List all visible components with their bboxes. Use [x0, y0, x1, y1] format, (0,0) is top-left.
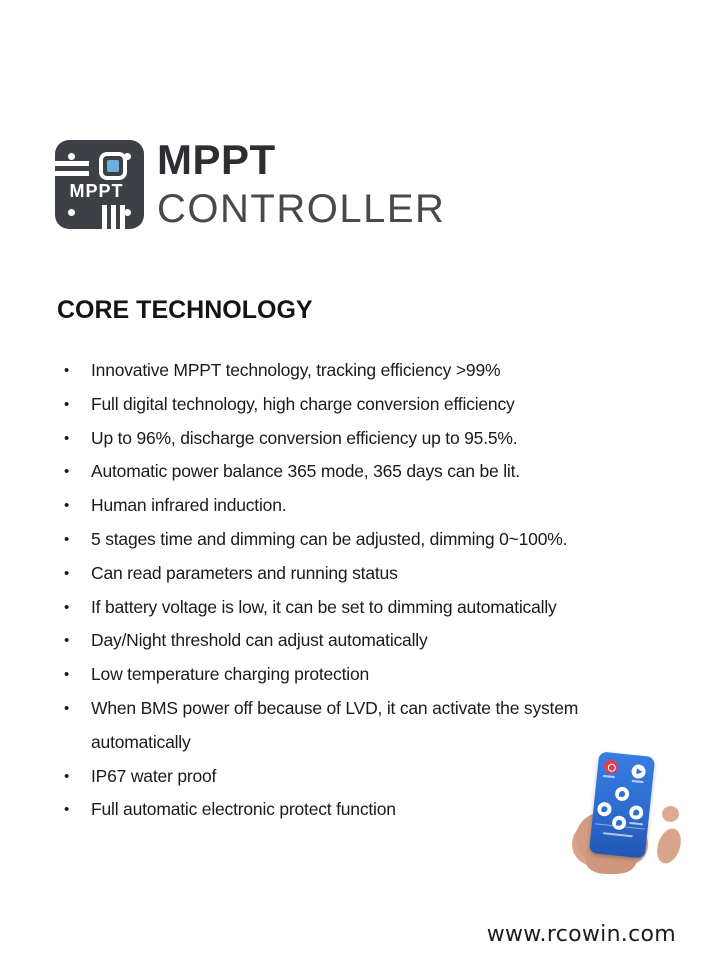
feature-item-text: Human infrared induction. [91, 495, 287, 516]
set-button-icon [611, 815, 626, 830]
bullet-icon: • [64, 497, 70, 515]
button-label-mark [603, 775, 615, 778]
chip-pin-icon [111, 205, 116, 229]
cpu-core-icon [99, 152, 127, 180]
feature-item [64, 557, 639, 591]
power-button-icon [603, 759, 618, 774]
feature-item [64, 658, 639, 692]
chip-trace-icon [55, 171, 89, 176]
feature-item-text: Full automatic electronic protect function [91, 799, 396, 820]
bullet-icon: • [64, 666, 70, 684]
feature-item-text: Innovative MPPT technology, tracking efficiency >99% [91, 360, 501, 380]
bullet-icon: • [64, 598, 70, 616]
cpu-core-accent-icon [107, 160, 119, 172]
feature-item-text: 5 stages time and dimming can be adjusted, dimming 0~100%. [91, 528, 568, 549]
bullet-icon: • [64, 801, 70, 819]
feature-item [64, 388, 639, 422]
feature-item-text: Up to 96%, discharge conversion efficiency up to 95.5%. [91, 427, 518, 448]
logo-subtitle: CONTROLLER [157, 187, 446, 231]
remote-control [589, 751, 655, 858]
button-label-mark [629, 822, 643, 825]
feature-item-text: When BMS power off because of LVD, it can activate the system automatically [91, 697, 579, 752]
chip-trace-icon [55, 161, 89, 166]
hand-fingertip [662, 806, 679, 822]
feature-item-text: Full digital technology, high charge conversion efficiency [91, 393, 515, 414]
feature-item [64, 591, 639, 625]
feature-item [64, 793, 639, 827]
hand-thumb [653, 825, 685, 866]
feature-item-text: Day/Night threshold can adjust automatically [91, 630, 428, 651]
bullet-icon: • [64, 530, 70, 548]
feature-item [64, 354, 639, 388]
website-url: www.rcowin.com [486, 922, 676, 947]
bullet-icon: • [64, 767, 70, 785]
feature-item [64, 624, 639, 658]
bullet-icon: • [64, 362, 70, 379]
bullet-icon: • [64, 632, 70, 650]
button-label-mark [603, 832, 633, 837]
chip-pin-icon [102, 205, 107, 229]
feature-item-text: IP67 water proof [91, 765, 217, 786]
play-button-icon [631, 764, 646, 779]
logo-title: MPPT [157, 136, 276, 183]
feature-item [64, 523, 639, 557]
feature-item-text: If battery voltage is low, it can be set to dimming automatically [91, 596, 557, 617]
mppt-chip-logo-icon [55, 140, 144, 229]
chip-corner-dot-icon [124, 209, 131, 216]
feature-item [64, 760, 639, 794]
mode-button-icon [614, 786, 629, 801]
chip-pin-icon [120, 205, 125, 229]
feature-item-text: Automatic power balance 365 mode, 365 days can be lit. [91, 461, 520, 482]
bullet-icon: • [64, 564, 70, 582]
feature-item [64, 455, 639, 489]
feature-item [64, 489, 639, 523]
feature-item [64, 422, 639, 456]
feature-item-text: Low temperature charging protection [91, 664, 370, 685]
increase-button-icon [629, 805, 644, 820]
bullet-icon: • [64, 463, 70, 481]
chip-corner-dot-icon [68, 153, 75, 160]
feature-item [64, 692, 639, 760]
chip-corner-dot-icon [68, 209, 75, 216]
remote-in-hand-image [570, 748, 718, 876]
bullet-icon: • [64, 429, 70, 447]
chip-label: MPPT [69, 181, 124, 201]
button-label-mark [631, 780, 643, 783]
bullet-icon: • [64, 395, 70, 413]
page-title: CORE TECHNOLOGY [57, 296, 313, 324]
bullet-icon: • [64, 699, 70, 717]
feature-list [64, 354, 639, 827]
decrease-button-icon [597, 801, 612, 816]
feature-item-text: Can read parameters and running status [91, 562, 398, 583]
